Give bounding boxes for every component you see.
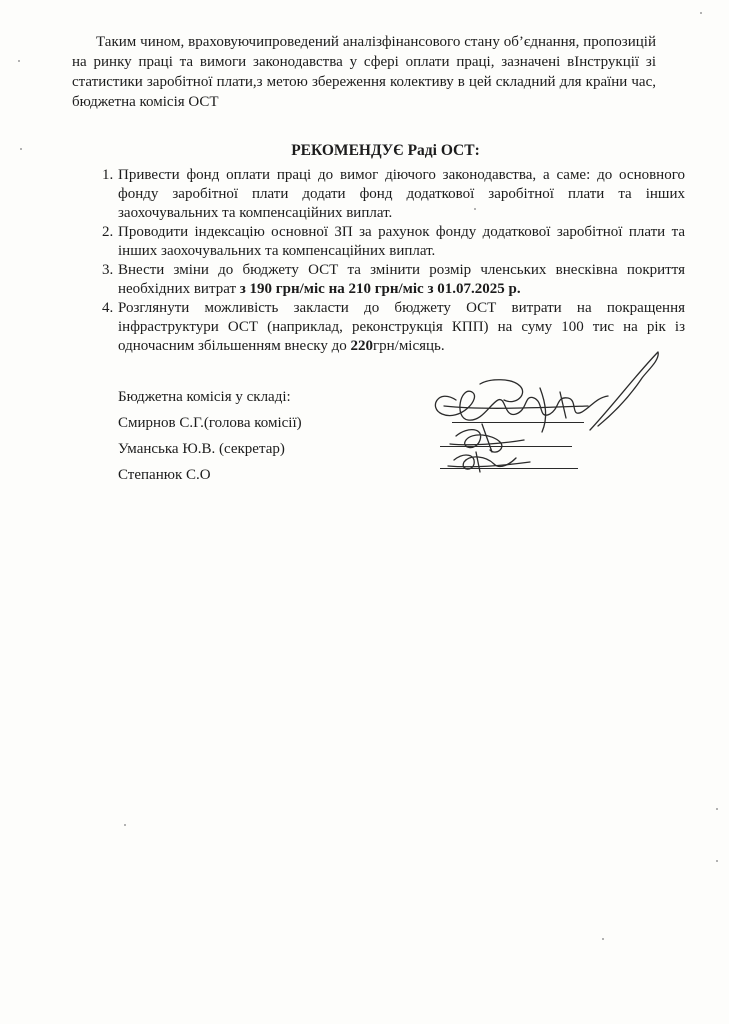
scan-speck (700, 12, 702, 14)
recommendation-bold-amount: з 190 грн/міс на 210 грн/міс з 01.07.2025 р. (239, 281, 521, 297)
scan-speck (20, 148, 22, 150)
recommendation-text-tail: грн/місяць. (372, 338, 445, 354)
recommendation-text: Привести фонд оплати праці до вимог діючого законодавства, а саме: до основного фонду заробітної плати додати фонд додаткової заробітної плати та інших заохочувальних та компенсаційних виплат. (118, 167, 685, 221)
scan-speck (716, 808, 718, 810)
intro-paragraph: Таким чином, враховуючипроведений аналізфінансового стану об’єднання, пропозицій на ринку праці та вимоги законодавства у сфері оплати праці, зазначені вІнструкції зі статистики заробітної плати,з метою збереження колективу в цей складний для країни час, бюджетна комісія ОСТ (72, 34, 656, 110)
recommendation-bold-amount: 220 (350, 338, 373, 354)
scan-speck (18, 60, 20, 62)
recommendation-text: Внести зміни до бюджету ОСТ та змінити розмір членських внесківна покриття необхідних витрат (118, 262, 685, 297)
scan-speck (124, 824, 126, 826)
recommendation-text: Розглянути можливість закласти до бюджету ОСТ витрати на покращення інфраструктури ОСТ (наприклад, реконструкція КПП) на суму 100 тис на рік із одночасним збільшенням внеску до (118, 300, 685, 354)
committee-member: Степанюк С.О (118, 467, 211, 483)
scan-speck (602, 938, 604, 940)
committee-block (118, 384, 302, 488)
handwritten-signatures (420, 348, 670, 488)
recommendation-heading: РЕКОМЕНДУЄ Раді ОСТ: (291, 142, 480, 159)
scan-speck (716, 860, 718, 862)
committee-member: Уманська Ю.В. (секретар) (118, 441, 285, 457)
recommendation-item-3 (117, 261, 685, 299)
scan-speck (474, 208, 476, 210)
committee-title: Бюджетна комісія у складі: (118, 389, 291, 405)
recommendation-item-2 (117, 223, 685, 261)
recommendation-item-1 (117, 166, 685, 223)
committee-member: Смирнов С.Г.(голова комісії) (118, 415, 302, 431)
recommendations-list (94, 166, 685, 356)
recommendation-text: Проводити індексацію основної ЗП за рахунок фонду додаткової заробітної плати та інших заохочувальних та компенсаційних виплат. (118, 224, 685, 259)
